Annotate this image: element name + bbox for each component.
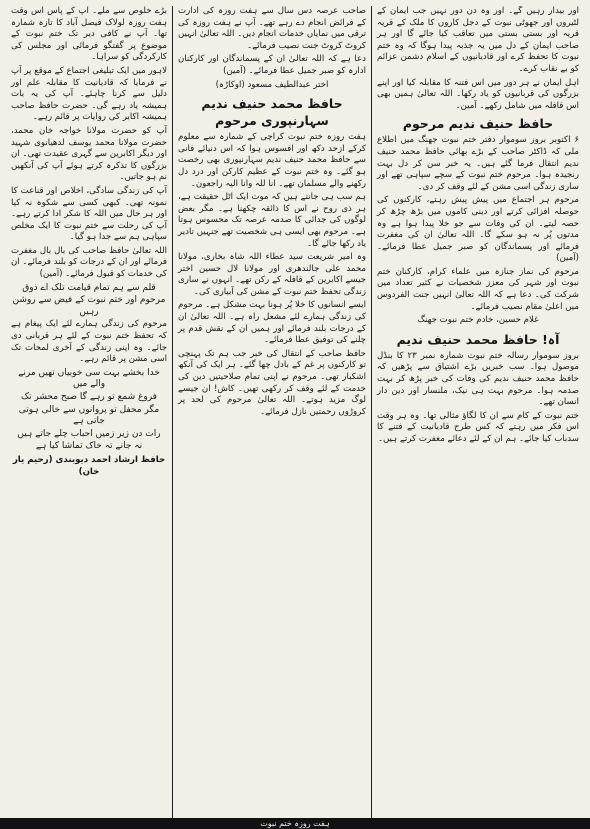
paragraph: ہم سب ہی جانتے ہیں کہ موت ایک اٹل حقیقت ہے، ہر ذی روح نے اس کا ذائقہ چکھنا ہے۔ مگر بعض لوگوں کی جدائی کا صدمہ عرصہ تک محسوس ہوتا ہے۔ مرحوم بھی ایسی ہی شخصیت تھے جنہیں تادیر یاد رکھا جائے گا۔ bbox=[178, 192, 366, 249]
paragraph: مرحوم کی نماز جنازہ میں علماء کرام، کارکنان ختم نبوت اور شہر کی معزز شخصیات نے کثیر تعداد میں شرکت کی۔ دعا ہے کہ اللہ تعالیٰ انہیں جنت الفردوس میں اعلیٰ مقام نصیب فرمائے۔ bbox=[377, 266, 579, 312]
paragraph: اللہ تعالیٰ حافظ صاحب کی بال بال مغفرت فرمائے اور ان کے درجات کو بلند فرمائے۔ ان کی خدمات کو قبول فرمائے۔ (آمین) bbox=[11, 245, 167, 280]
paragraph: اہل ایمان نے ہر دور میں اس فتنہ کا مقابلہ کیا اور اپنے بزرگوں کی قربانیوں کو یاد رکھا۔ اللہ تعالیٰ ہمیں بھی اس قافلہ میں شامل رکھے۔ آمین۔ bbox=[377, 77, 579, 111]
paragraph: ہفت روزہ ختم نبوت کراچی کے شمارہ سے معلوم کرکے ازحد دکھ اور افسوس ہوا کہ اس دنیائے فانی سے حافظ محمد حنیف ندیم سہارنپوری بھی رخصت ہو گئے۔ وہ ختم نبوت کے عظیم کارکن اور درد دل رکھنے والے مسلمان تھے۔ انا للہ وانا الیہ راجعون۔ bbox=[178, 132, 366, 189]
poetry-verse: نہ جانے تہ خاک تماشا کیا ہے bbox=[35, 441, 143, 452]
paragraph: ۶ اکتوبر بروز سوموار دفتر ختم نبوت جھنگ میں اطلاع ملی کہ ڈاکٹر صاحب کے بڑے بھائی حافظ محمد حنیف ندیم انتقال فرما گئے ہیں۔ یہ خبر سن کر دل بہت رنجیدہ ہوا۔ مرحوم ختم نبوت کے سچے سپاہی تھے اور ساری زندگی اسی مشن کے لئے وقف کر دی۔ bbox=[377, 135, 579, 192]
paragraph: مرحوم ہر اجتماع میں پیش پیش رہتے، کارکنوں کی حوصلہ افزائی کرتے اور دینی کاموں میں بڑھ چڑھ کر حصہ لیتے۔ ان کی وفات سے جو خلا پیدا ہوا ہے وہ مدتوں پُر نہ ہو سکے گا۔ اللہ تعالیٰ ان کی مغفرت فرمائے اور پسماندگان کو صبر جمیل عطا فرمائے۔ (آمین) bbox=[377, 195, 579, 264]
author-signature: غلام حسین، خادم ختم نبوت جھنگ bbox=[417, 315, 539, 326]
paragraph: مرحوم کی زندگی ہمارے لئے ایک پیغام ہے کہ تحفظ ختم نبوت کے لئے ہر قربانی دی جائے۔ وہ اپنی زندگی کے آخری لمحات تک اسی مشن پر قائم رہے۔ bbox=[11, 319, 167, 365]
obituary-heading: آہ! حافظ محمد حنیف ندیم bbox=[396, 331, 560, 347]
footer-strip: ہفت روزہ ختم نبوت bbox=[0, 818, 590, 829]
column-left bbox=[6, 6, 172, 818]
paragraph: بڑے خلوص سے ملے۔ آپ کے پاس اس وقت ہفت روزہ لولاک فیصل آباد کا تازہ شمارہ تھا۔ آپ نے کافی دیر تک ختم نبوت کے موضوع پر گفتگو فرمائی اور مجلس کی کارکردگی کو سراہا۔ bbox=[11, 6, 167, 63]
obituary-heading: حافظ محمد حنیف ندیم سہارنپوری مرحوم bbox=[201, 96, 343, 129]
paragraph: اور بیدار رہیں گے۔ اور وہ دن دور نہیں جب ایمان کے لٹیروں اور جھوٹی نبوت کے دجل کاروں کا ملک کے قریہ قریہ اور بستی بستی میں تعاقب کیا جائے گا اور ہر صاحب ایمان کے دل میں یہ جذبہ پیدا ہوگا کہ وہ ختم نبوت کا تحفظ کرے اور قادیانیوں کے اسلام دشمن عزائم کو بے نقاب کرے۔ bbox=[377, 6, 579, 74]
paragraph: آپ کو حضرت مولانا خواجہ خان محمد، حضرت مولانا محمد یوسف لدھیانوی شہید اور دیگر اکابرین سے گہری عقیدت تھی۔ ان بزرگوں کا تذکرہ کرتے ہوئے آپ کی آنکھیں نم ہو جاتیں۔ bbox=[11, 125, 167, 183]
paragraph: آپ کی زندگی سادگی، اخلاص اور قناعت کا نمونہ تھی۔ کبھی کسی سے شکوہ نہ کیا اور ہر حال میں اللہ کا شکر ادا کرتے رہے۔ آپ کی رحلت سے ختم نبوت کا ایک مخلص سپاہی ہم سے جدا ہو گیا۔ bbox=[11, 185, 167, 243]
paragraph: صاحب عرصہ دس سال سے ہفت روزہ کی ادارت کے فرائض انجام دے رہے تھے۔ آپ نے ہفت روزہ کی ترقی میں نمایاں خدمات انجام دیں۔ اللہ تعالیٰ انہیں کروٹ کروٹ جنت نصیب فرمائے۔ bbox=[178, 6, 366, 51]
poetry-verse: رات دن زیر زمیں احباب چلے جاتے ہیں bbox=[17, 428, 161, 439]
poet-signature: حافظ ارشاد احمد دیوبندی (رحیم یار خان) bbox=[12, 454, 166, 477]
paragraph: وہ امیر شریعت سید عطاء اللہ شاہ بخاری، مولانا محمد علی جالندھری اور مولانا لال حسین اختر جیسے اکابرین کے قافلہ کے رکن تھے۔ انہوں نے ساری زندگی تحفظ ختم نبوت کے مشن کی آبیاری کی۔ bbox=[178, 252, 366, 297]
poetry-verse: مگر محفل تو پروانوں سے خالی ہوتی جاتی ہے bbox=[18, 404, 160, 427]
column-middle bbox=[172, 6, 372, 818]
paragraph: حافظ صاحب کے انتقال کی خبر جب ہم تک پہنچی تو کارکنوں پر غم کے بادل چھا گئے۔ ہر ایک کی آنکھ اشکبار تھی۔ مرحوم نے اپنی تمام صلاحیتیں دین کی خدمت کے لئے وقف کر رکھی تھیں۔ کاش! ان جیسے لوگ مزید ہوتے۔ اللہ تعالیٰ مرحوم کی لحد پر کروڑوں رحمتیں نازل فرمائے۔ bbox=[178, 348, 366, 417]
paragraph: لاہور میں ایک تبلیغی اجتماع کے موقع پر آپ نے فرمایا کہ قادیانیت کا مقابلہ علم اور دلیل سے کرنا چاہئے۔ آپ کی یہ بات ہمیشہ یاد رہے گی۔ حضرت حافظ صاحب ہمیشہ اکابر کی روایات پر قائم رہے۔ bbox=[11, 65, 167, 123]
poetry-verse: مرحوم اور ختم نبوت کے فیض سے روشن رہیں bbox=[12, 295, 166, 317]
poetry-verse: فروغ شمع تو رہے گا صبح محشر تک bbox=[21, 392, 157, 402]
column-right bbox=[372, 6, 584, 818]
paragraph: دعا ہے کہ اللہ تعالیٰ ان کے پسماندگان اور کارکنان ادارہ کو صبر جمیل عطا فرمائے۔ (آمین) bbox=[178, 54, 366, 76]
paragraph: بروز سوموار رسالہ ختم نبوت شمارہ نمبر ۲۳ کا بنڈل موصول ہوا۔ سب خبریں بڑے اشتیاق سے پڑھیں کہ حافظ محمد حنیف ندیم کی وفات کی خبر پڑھ کر بہت صدمہ ہوا۔ مرحوم بہت ہی نیک، ملنسار اور دین دار انسان تھے۔ bbox=[377, 350, 579, 408]
paragraph: ختم نبوت کے کام سے ان کا لگاؤ مثالی تھا۔ وہ ہر وقت اس فکر میں رہتے کہ کس طرح قادیانیت کے فتنے کا سدباب کیا جائے۔ ہم ان کے لئے دعائے مغفرت کرتے ہیں۔ bbox=[377, 410, 579, 444]
author-signature: اختر عبدالطیف مسعود (اوکاڑہ) bbox=[215, 79, 329, 90]
paragraph: ایسے انسانوں کا خلا پُر ہونا بہت مشکل ہے۔ مرحوم کی زندگی ہمارے لئے مشعل راہ ہے۔ اللہ تعالیٰ ان کے درجات بلند فرمائے اور ہمیں ان کے نقش قدم پر چلنے کی توفیق عطا فرمائے۔ bbox=[178, 300, 366, 346]
poetry-verse: خدا بخشے بہت سی خوبیاں تھیں مرنے والے میں bbox=[18, 367, 160, 390]
obituary-heading: حافظ حنیف ندیم مرحوم bbox=[402, 116, 554, 132]
poetry-verse: قلم سے ہم تمام قیامت تلک اے ذوق bbox=[22, 282, 156, 293]
